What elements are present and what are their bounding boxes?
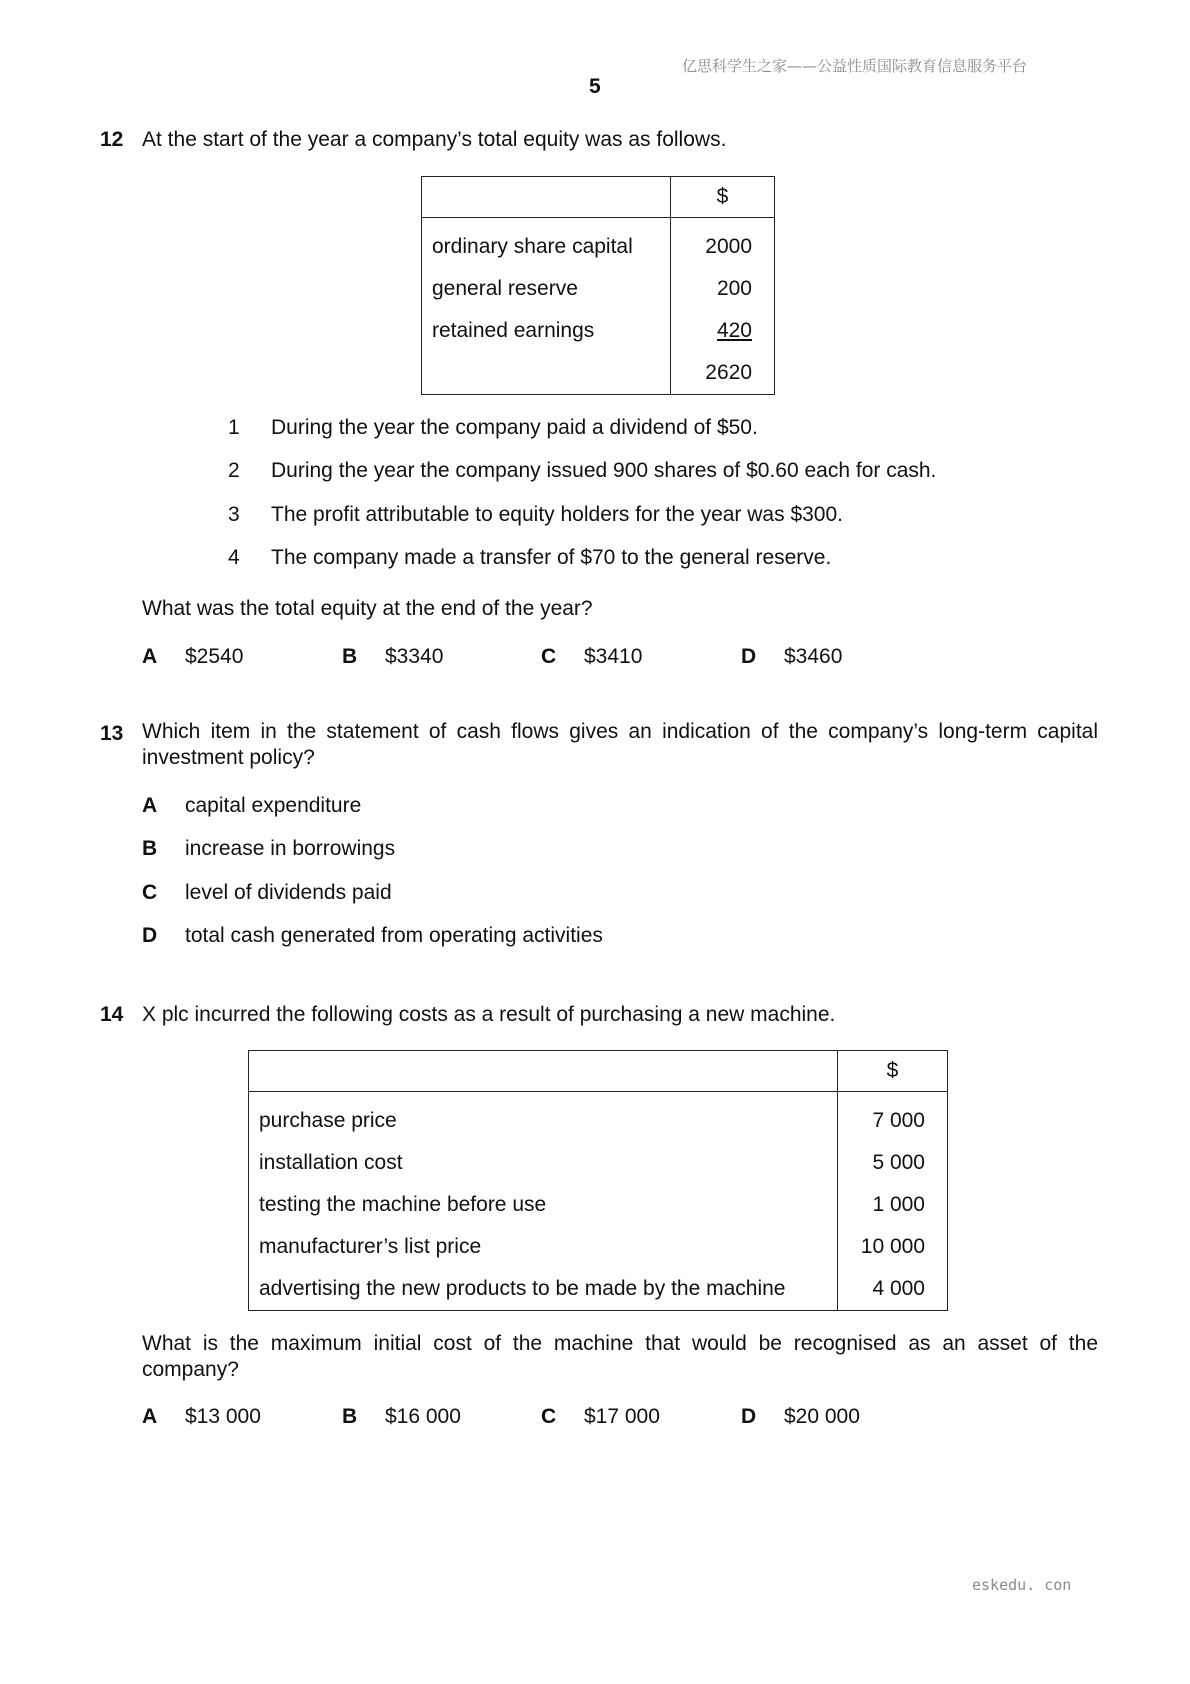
- row-label: retained earnings: [422, 310, 671, 352]
- question-prompt: What was the total equity at the end of the year?: [142, 597, 593, 620]
- option-text: $2540: [185, 645, 244, 668]
- list-item-number: 1: [228, 416, 240, 439]
- row-label: testing the machine before use: [249, 1184, 838, 1226]
- question-number: 14: [100, 1003, 124, 1026]
- table-header-row: [422, 177, 775, 218]
- list-item-number: 2: [228, 459, 240, 482]
- watermark-text: 亿思科学生之家——公益性质国际教育信息服务平台: [682, 57, 1028, 75]
- option-letter: C: [541, 645, 557, 668]
- option-letter: D: [142, 924, 158, 947]
- option-text: $3410: [584, 645, 643, 668]
- table-row: [422, 218, 775, 269]
- option-text: $3340: [385, 645, 444, 668]
- row-label: installation cost: [249, 1142, 838, 1184]
- row-value: 7 000: [838, 1092, 948, 1143]
- list-item: During the year the company issued 900 shares of $0.60 each for cash.: [271, 459, 937, 482]
- question-stem: At the start of the year a company’s total equity was as follows.: [142, 128, 727, 151]
- total-label-blank: [422, 352, 671, 395]
- row-value: 1 000: [838, 1184, 948, 1226]
- question-number: 12: [100, 128, 124, 151]
- row-label: general reserve: [422, 268, 671, 310]
- row-value: [671, 310, 775, 352]
- option-letter: D: [741, 645, 757, 668]
- option-text: $17 000: [584, 1405, 660, 1428]
- option-letter: B: [342, 1405, 358, 1428]
- table-header-currency: $: [671, 177, 775, 218]
- option-text: $13 000: [185, 1405, 261, 1428]
- question-number: 13: [100, 722, 124, 745]
- table-row: [249, 1226, 948, 1268]
- option-text: level of dividends paid: [185, 881, 392, 904]
- list-item-number: 3: [228, 503, 240, 526]
- option-text: total cash generated from operating activities: [185, 924, 603, 947]
- table-header-blank: [249, 1051, 838, 1092]
- row-label: advertising the new products to be made by the machine: [249, 1268, 838, 1311]
- total-value: 2620: [671, 352, 775, 395]
- row-value: 4 000: [838, 1268, 948, 1311]
- option-text: $20 000: [784, 1405, 860, 1428]
- table-row: [422, 310, 775, 352]
- machine-costs-table: [248, 1050, 948, 1311]
- row-value-underlined: 420: [716, 319, 752, 342]
- option-letter: B: [342, 645, 358, 668]
- list-item: The company made a transfer of $70 to the general reserve.: [271, 546, 832, 569]
- question-stem: X plc incurred the following costs as a result of purchasing a new machine.: [142, 1003, 836, 1026]
- table-header-blank: [422, 177, 671, 218]
- table-row: [422, 268, 775, 310]
- row-label: purchase price: [249, 1092, 838, 1143]
- row-value: 10 000: [838, 1226, 948, 1268]
- option-letter: A: [142, 794, 158, 817]
- question-prompt: What is the maximum initial cost of the machine that would be recognised as an asset of the company?: [142, 1332, 1098, 1381]
- equity-table: [421, 176, 775, 395]
- row-value: 5 000: [838, 1142, 948, 1184]
- table-row: [249, 1092, 948, 1143]
- option-letter: C: [142, 881, 158, 904]
- option-letter: A: [142, 645, 158, 668]
- table-row: [249, 1142, 948, 1184]
- list-item: The profit attributable to equity holders for the year was $300.: [271, 503, 843, 526]
- option-letter: D: [741, 1405, 757, 1428]
- table-row: [249, 1268, 948, 1311]
- option-text: capital expenditure: [185, 794, 362, 817]
- table-header-row: [249, 1051, 948, 1092]
- list-item-number: 4: [228, 546, 240, 569]
- row-value: 2000: [671, 218, 775, 269]
- list-item: During the year the company paid a dividend of $50.: [271, 416, 758, 439]
- option-text: $16 000: [385, 1405, 461, 1428]
- table-total-row: [422, 352, 775, 395]
- page-number: 5: [589, 75, 601, 98]
- option-letter: A: [142, 1405, 158, 1428]
- table-row: [249, 1184, 948, 1226]
- row-value: 200: [671, 268, 775, 310]
- table-header-currency: $: [838, 1051, 948, 1092]
- row-label: manufacturer’s list price: [249, 1226, 838, 1268]
- option-text: $3460: [784, 645, 843, 668]
- option-letter: B: [142, 837, 158, 860]
- row-label: ordinary share capital: [422, 218, 671, 269]
- option-letter: C: [541, 1405, 557, 1428]
- question-stem: Which item in the statement of cash flows gives an indication of the company’s long-term capital investment policy?: [142, 720, 1098, 769]
- footer-watermark: eskedu. con: [972, 1576, 1072, 1594]
- option-text: increase in borrowings: [185, 837, 396, 860]
